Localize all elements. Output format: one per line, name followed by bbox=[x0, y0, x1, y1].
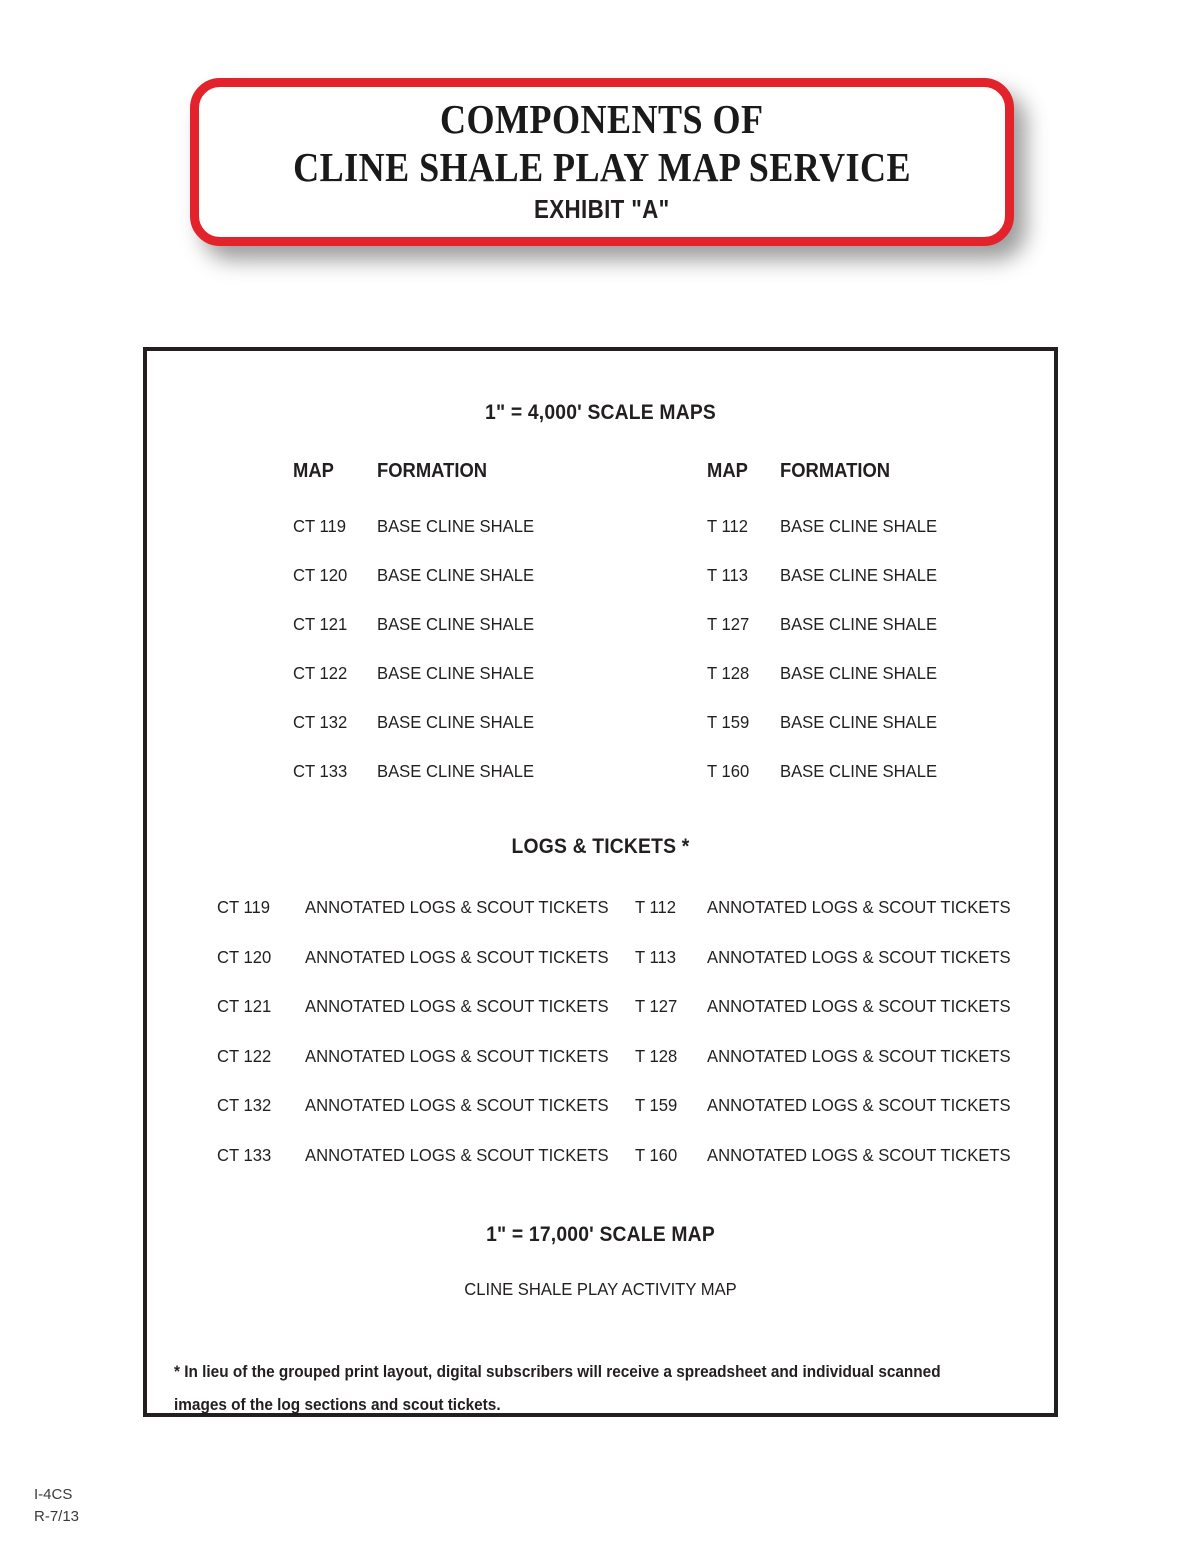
map-id: T 127 bbox=[707, 614, 750, 634]
formation-name: BASE CLINE SHALE bbox=[780, 761, 938, 781]
map-id: T 160 bbox=[635, 1144, 678, 1165]
spacer-cell bbox=[147, 663, 293, 712]
spacer-cell bbox=[147, 1095, 217, 1145]
logs-tickets-heading: LOGS & TICKETS * bbox=[511, 835, 690, 858]
map-id: T 127 bbox=[635, 996, 678, 1016]
title-line-1: COMPONENTS OF bbox=[440, 96, 764, 142]
log-item: ANNOTATED LOGS & SCOUT TICKETS bbox=[305, 897, 609, 917]
column-header-formation-right: FORMATION bbox=[780, 460, 891, 482]
spacer-cell bbox=[147, 897, 217, 947]
spacer-cell bbox=[147, 761, 293, 782]
log-item: ANNOTATED LOGS & SCOUT TICKETS bbox=[305, 1144, 609, 1165]
map-id: T 113 bbox=[635, 946, 676, 967]
map-id: T 159 bbox=[635, 1095, 678, 1115]
spacer-cell bbox=[147, 516, 293, 565]
title-line-2: CLINE SHALE PLAY MAP SERVICE bbox=[293, 144, 911, 190]
map-id: CT 132 bbox=[217, 1095, 272, 1115]
log-item: ANNOTATED LOGS & SCOUT TICKETS bbox=[305, 946, 609, 967]
spacer-cell bbox=[147, 996, 217, 1046]
log-item: ANNOTATED LOGS & SCOUT TICKETS bbox=[707, 1045, 1011, 1066]
spacer-cell bbox=[147, 1145, 217, 1166]
spacer-cell bbox=[147, 614, 293, 663]
formation-name: BASE CLINE SHALE bbox=[377, 516, 535, 536]
map-id: CT 133 bbox=[217, 1144, 272, 1165]
footnote-text: * In lieu of the grouped print layout, digital subscribers will receive a spreadsheet and individual scanned images of the log sections and scout tickets. bbox=[174, 1362, 941, 1415]
table-header-row bbox=[147, 460, 1054, 516]
formation-name: BASE CLINE SHALE bbox=[780, 516, 938, 536]
footer-codes bbox=[34, 1484, 79, 1528]
map-id: CT 121 bbox=[217, 996, 272, 1016]
table-row bbox=[147, 712, 1054, 761]
exhibit-subtitle: EXHIBIT "A" bbox=[534, 194, 670, 224]
map-id: T 112 bbox=[707, 516, 748, 536]
table-row bbox=[147, 947, 1054, 997]
formation-name: BASE CLINE SHALE bbox=[377, 614, 535, 634]
logs-tickets-section bbox=[147, 835, 1054, 1166]
scale-maps-table bbox=[147, 460, 1054, 782]
map-id: CT 120 bbox=[293, 565, 348, 585]
map-id: T 112 bbox=[635, 897, 676, 917]
table-row bbox=[147, 1095, 1054, 1145]
map-id: T 128 bbox=[707, 663, 750, 683]
spacer-cell bbox=[147, 460, 293, 516]
single-map-heading: 1" = 17,000' SCALE MAP bbox=[486, 1222, 715, 1246]
spacer-cell bbox=[147, 1046, 217, 1096]
single-map-name: CLINE SHALE PLAY ACTIVITY MAP bbox=[464, 1278, 737, 1299]
footer-revision-code: R-7/13 bbox=[34, 1507, 80, 1525]
spacer-cell bbox=[147, 947, 217, 997]
logs-tickets-table bbox=[147, 897, 1054, 1166]
footer-document-code: I-4CS bbox=[34, 1486, 73, 1503]
table-row bbox=[147, 565, 1054, 614]
log-item: ANNOTATED LOGS & SCOUT TICKETS bbox=[707, 1144, 1011, 1165]
map-id: T 159 bbox=[707, 712, 750, 732]
table-row bbox=[147, 663, 1054, 712]
table-row bbox=[147, 1145, 1054, 1166]
scale-maps-section bbox=[147, 401, 1054, 782]
formation-name: BASE CLINE SHALE bbox=[377, 663, 535, 683]
column-header-map-right: MAP bbox=[707, 460, 748, 482]
single-scale-map-section bbox=[147, 1223, 1054, 1300]
map-id: CT 120 bbox=[217, 946, 272, 967]
map-id: CT 119 bbox=[293, 516, 346, 536]
log-item: ANNOTATED LOGS & SCOUT TICKETS bbox=[305, 1045, 609, 1066]
map-id: CT 122 bbox=[293, 663, 348, 683]
formation-name: BASE CLINE SHALE bbox=[780, 663, 938, 683]
map-id: CT 133 bbox=[293, 761, 348, 781]
map-id: T 160 bbox=[707, 761, 750, 781]
table-row bbox=[147, 996, 1054, 1046]
map-id: CT 119 bbox=[217, 897, 270, 917]
formation-name: BASE CLINE SHALE bbox=[377, 565, 535, 585]
content-box bbox=[143, 347, 1058, 1417]
banner-frame bbox=[190, 78, 1014, 246]
formation-name: BASE CLINE SHALE bbox=[780, 614, 938, 634]
table-row bbox=[147, 1046, 1054, 1096]
title-banner bbox=[190, 78, 1014, 246]
map-id: CT 121 bbox=[293, 614, 348, 634]
table-row bbox=[147, 761, 1054, 782]
map-id: CT 132 bbox=[293, 712, 348, 732]
column-header-formation-left: FORMATION bbox=[377, 460, 488, 482]
formation-name: BASE CLINE SHALE bbox=[377, 712, 535, 732]
spacer-cell bbox=[147, 712, 293, 761]
formation-name: BASE CLINE SHALE bbox=[780, 712, 938, 732]
map-id: T 113 bbox=[707, 565, 748, 585]
log-item: ANNOTATED LOGS & SCOUT TICKETS bbox=[305, 1095, 609, 1115]
table-row bbox=[147, 614, 1054, 663]
scale-maps-heading: 1" = 4,000' SCALE MAPS bbox=[485, 401, 716, 424]
log-item: ANNOTATED LOGS & SCOUT TICKETS bbox=[707, 996, 1011, 1016]
column-header-map-left: MAP bbox=[293, 460, 334, 482]
table-row bbox=[147, 897, 1054, 947]
formation-name: BASE CLINE SHALE bbox=[780, 565, 938, 585]
formation-name: BASE CLINE SHALE bbox=[377, 761, 535, 781]
spacer-cell bbox=[147, 565, 293, 614]
log-item: ANNOTATED LOGS & SCOUT TICKETS bbox=[707, 897, 1011, 917]
log-item: ANNOTATED LOGS & SCOUT TICKETS bbox=[707, 1095, 1011, 1115]
log-item: ANNOTATED LOGS & SCOUT TICKETS bbox=[707, 946, 1011, 967]
log-item: ANNOTATED LOGS & SCOUT TICKETS bbox=[305, 996, 609, 1016]
table-row bbox=[147, 516, 1054, 565]
map-id: CT 122 bbox=[217, 1045, 272, 1066]
map-id: T 128 bbox=[635, 1045, 678, 1066]
